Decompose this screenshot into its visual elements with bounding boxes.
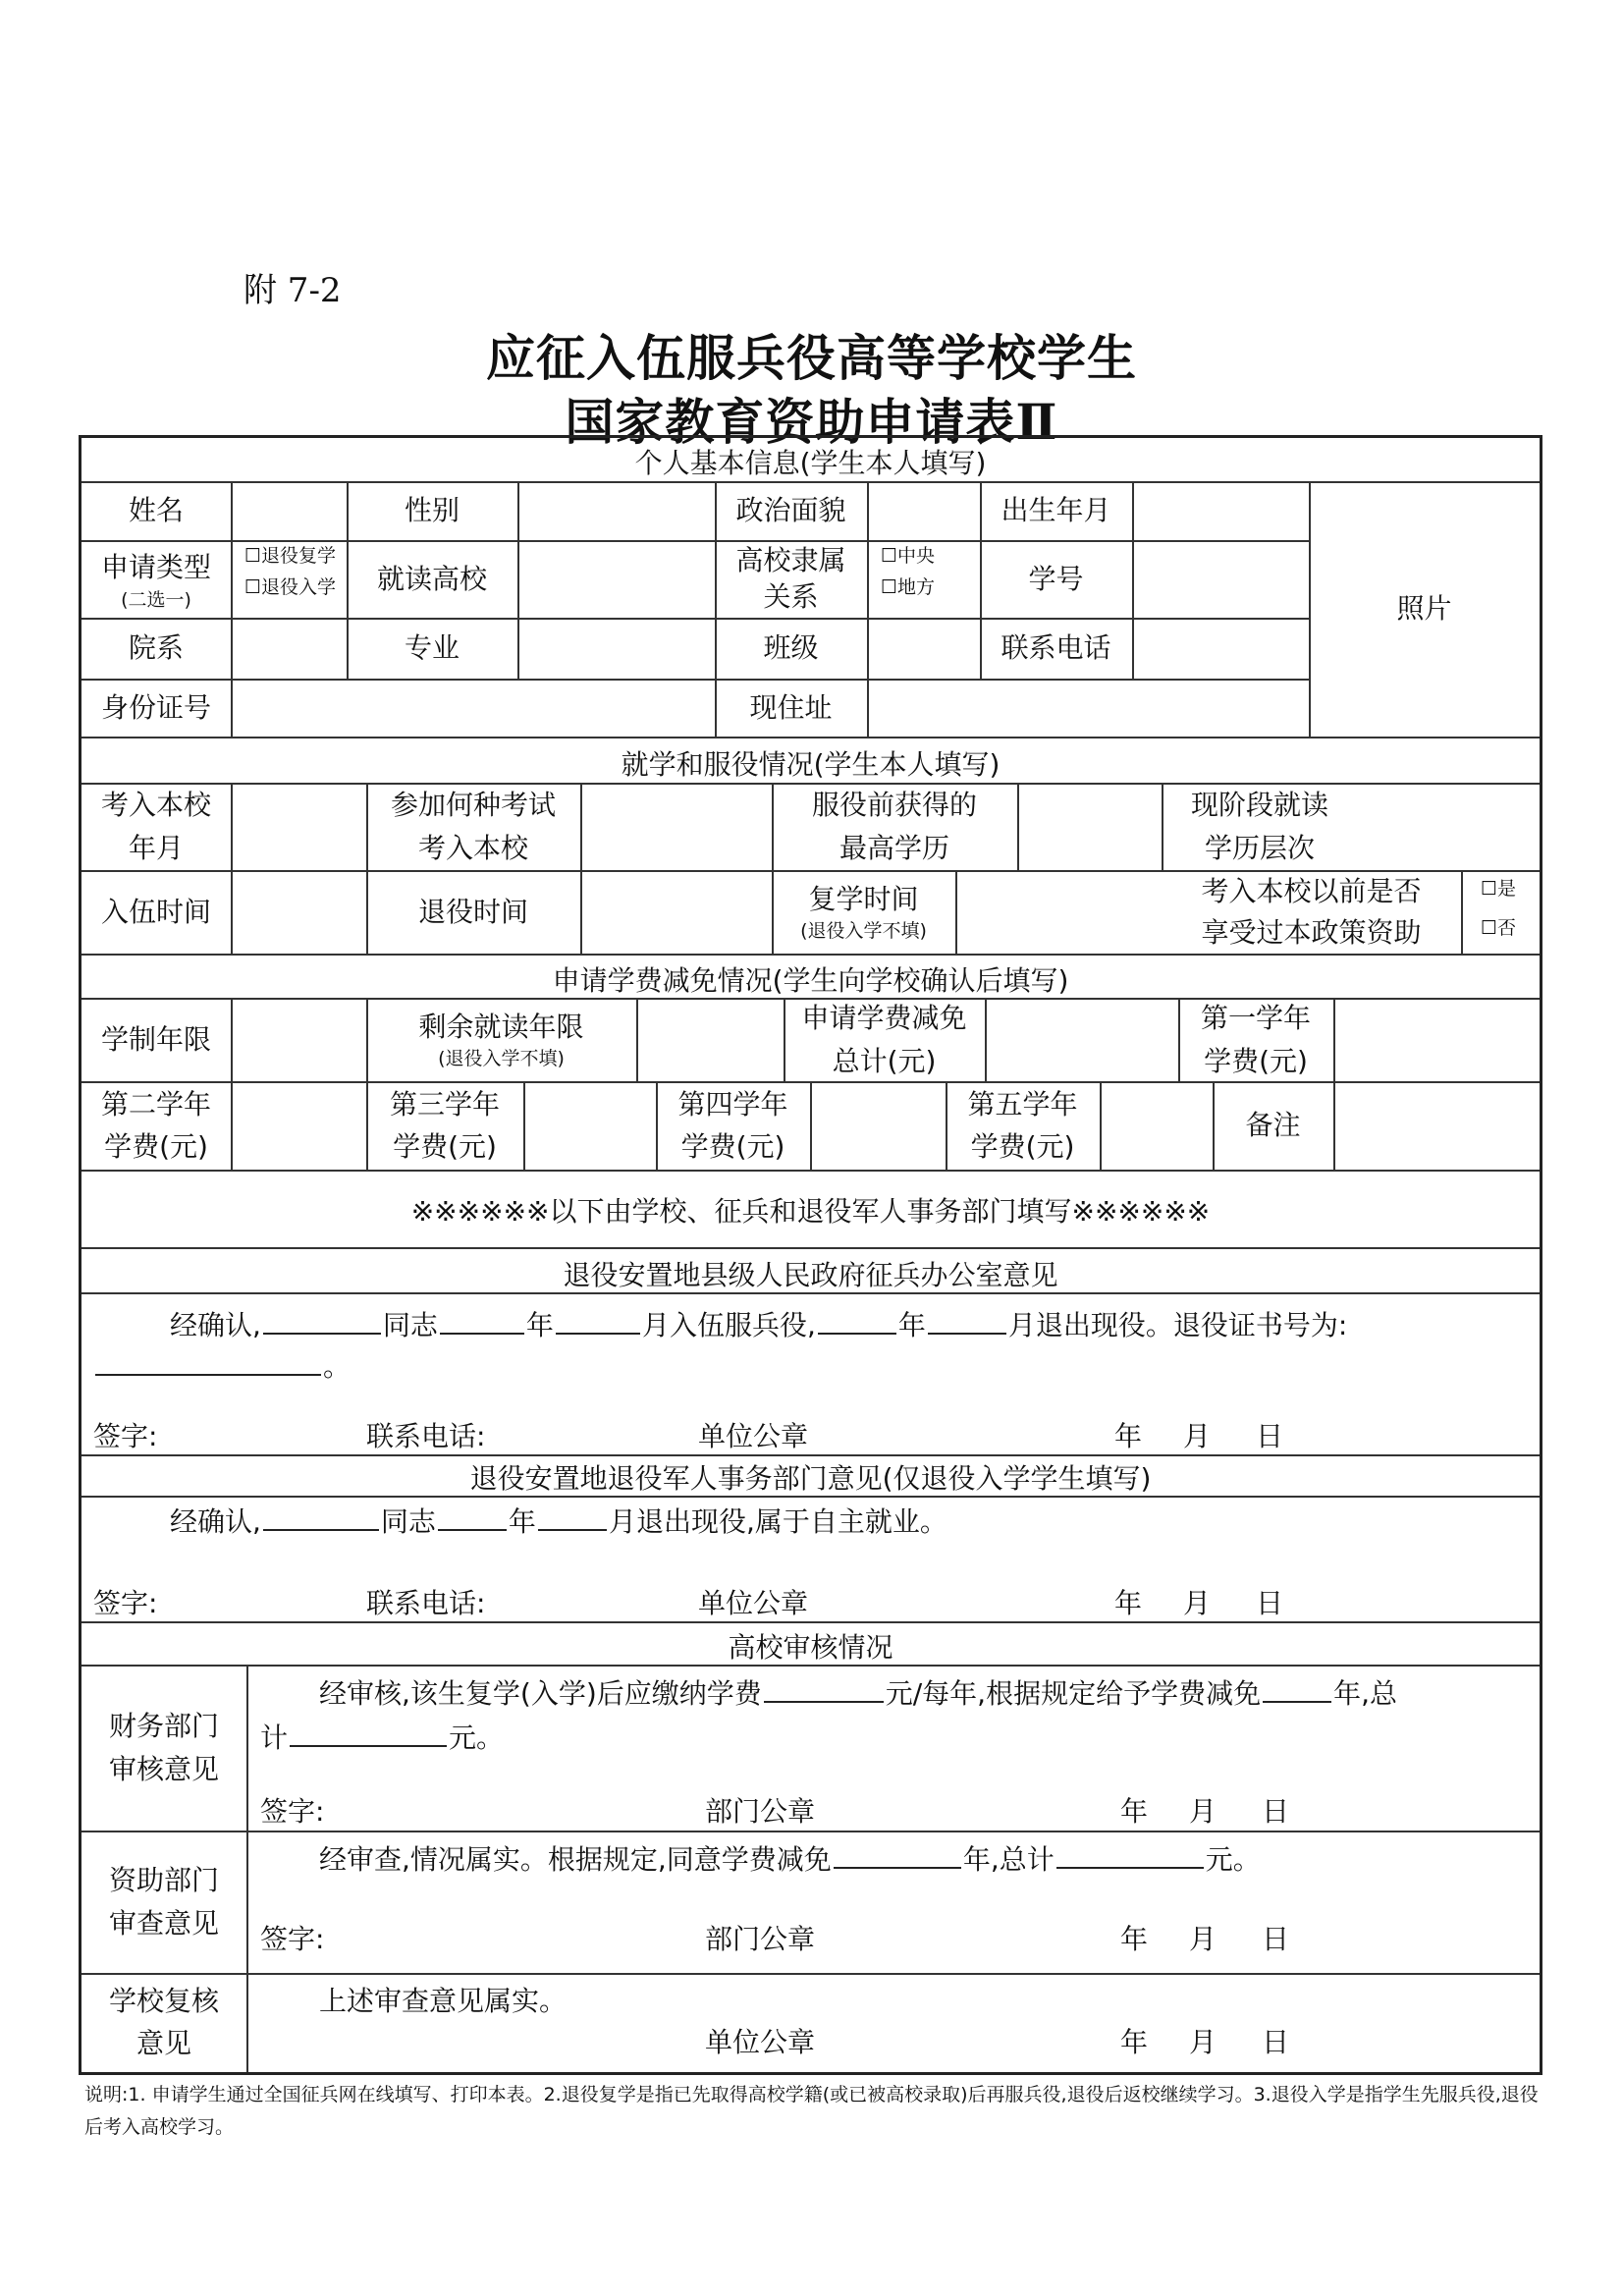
section-veterans-affairs: 退役安置地退役军人事务部门意见(仅退役入学学生填写) — [469, 1462, 1152, 1495]
s4-day: 日 — [1256, 1420, 1284, 1452]
label-remaining-years — [366, 998, 636, 1081]
s5-day: 日 — [1256, 1587, 1284, 1619]
s5-seal-label: 单位公章 — [698, 1587, 809, 1619]
label-highest-education-2: 最高学历 — [839, 831, 949, 864]
s5-phone-label: 联系电话: — [366, 1587, 486, 1619]
s4-text-2: 同志 — [382, 1309, 438, 1341]
label-program-length: 学制年限 — [100, 1022, 211, 1056]
label-birth-date: 出生年月 — [1001, 494, 1111, 527]
blank-s5-name[interactable] — [263, 1502, 379, 1531]
school-day: 日 — [1262, 2026, 1290, 2058]
label-enroll-date-2: 年月 — [128, 831, 184, 864]
fin-text-1: 经审核,该生复学(入学)后应缴纳学费 — [319, 1677, 762, 1710]
fin-seal-label: 部门公章 — [705, 1795, 816, 1828]
blank-name[interactable] — [263, 1305, 381, 1335]
section-university-review: 高校审核情况 — [728, 1631, 893, 1664]
blank-enlist-year[interactable] — [440, 1305, 524, 1335]
blank-total-amount[interactable] — [290, 1718, 447, 1747]
label-year5-fee-2: 学费(元) — [970, 1130, 1075, 1163]
blank-annual-fee[interactable] — [764, 1673, 884, 1703]
field-gender[interactable] — [517, 481, 715, 540]
label-year3-fee-1: 第三学年 — [389, 1087, 500, 1121]
fin-day: 日 — [1262, 1795, 1290, 1828]
s4-text-4: 月入伍服兵役, — [641, 1309, 816, 1341]
aid-day: 日 — [1262, 1923, 1290, 1955]
aid-seal-label: 部门公章 — [705, 1923, 816, 1955]
form-notes: 说明:1. 申请学生通过全国征兵网在线填写、打印本表。2.退役复学是指已先取得高校学籍(或已被高校录取)后再服兵役,退役后返校继续学习。3.退役入学是指学生先服兵役,退役后考入高校学习。 — [84, 2084, 1539, 2139]
fin-month: 月 — [1189, 1795, 1217, 1828]
field-id-number[interactable] — [231, 679, 715, 737]
finance-statement-line2 — [260, 1717, 504, 1756]
aid-year: 年 — [1120, 1923, 1149, 1955]
s4-year: 年 — [1114, 1420, 1143, 1452]
field-name[interactable] — [231, 481, 347, 540]
s4-seal-label: 单位公章 — [698, 1420, 809, 1452]
label-application-type — [81, 540, 231, 618]
fin-year: 年 — [1120, 1795, 1149, 1828]
finance-statement-line1 — [319, 1672, 1397, 1712]
field-phone[interactable] — [1132, 618, 1309, 679]
s4-signature-label: 签字: — [93, 1420, 158, 1452]
label-affiliation-2: 关系 — [763, 579, 819, 613]
recruitment-office-statement — [170, 1304, 1347, 1343]
section-recruitment-office: 退役安置地县级人民政府征兵办公室意见 — [563, 1259, 1058, 1291]
label-year5-fee-1: 第五学年 — [967, 1087, 1078, 1121]
s4-text-7: 。 — [323, 1350, 352, 1383]
s5-text-3: 年 — [508, 1505, 536, 1538]
field-university[interactable] — [517, 540, 715, 618]
field-political-status[interactable] — [867, 481, 980, 540]
label-remaining-years-2: (退役入学不填) — [438, 1047, 565, 1069]
label-phone: 联系电话 — [1001, 631, 1111, 665]
field-birth-date[interactable] — [1132, 481, 1309, 540]
divider-official-use: ※※※※※※以下由学校、征兵和退役军人事务部门填写※※※※※※ — [410, 1195, 1211, 1228]
fin-text-3: 年,总 — [1333, 1677, 1397, 1710]
label-major: 专业 — [404, 631, 460, 665]
attachment-label: 附 7-2 — [243, 271, 342, 310]
form-title-line1: 应征入伍服兵役高等学校学生 — [486, 329, 1137, 387]
aid-text-2: 年,总计 — [962, 1843, 1055, 1876]
s4-text-1: 经确认, — [170, 1309, 261, 1341]
label-year4-fee — [656, 1081, 810, 1170]
blank-s5-year[interactable] — [438, 1502, 507, 1531]
label-id-number: 身份证号 — [100, 690, 211, 724]
label-aid-1: 资助部门 — [108, 1864, 219, 1897]
label-department: 院系 — [128, 631, 184, 665]
s4-text-6: 月退出现役。退役证书号为: — [1007, 1309, 1348, 1341]
s5-signature-label: 签字: — [93, 1587, 158, 1619]
label-prior-aid-1: 考入本校以前是否 — [1201, 874, 1422, 907]
label-year4-fee-1: 第四学年 — [677, 1087, 788, 1121]
label-name: 姓名 — [128, 494, 184, 527]
label-finance-1: 财务部门 — [108, 1710, 219, 1743]
section-tuition-waiver: 申请学费减免情况(学生向学校确认后填写) — [552, 964, 1069, 997]
s5-month: 月 — [1183, 1587, 1212, 1619]
label-remarks: 备注 — [1245, 1109, 1301, 1142]
school-year: 年 — [1120, 2026, 1149, 2058]
checkbox-retire-enroll[interactable]: ☐退役入学 — [244, 576, 337, 599]
label-aid-dept — [81, 1831, 246, 1973]
fin-text-2: 元/每年,根据规定给予学费减免 — [885, 1677, 1262, 1710]
section-study-service: 就学和服役情况(学生本人填写) — [621, 748, 1001, 781]
label-prior-aid — [1162, 870, 1461, 954]
checkbox-yes[interactable]: ☐是 — [1481, 878, 1517, 900]
label-waiver-total — [784, 998, 985, 1081]
affiliation-options — [881, 540, 980, 618]
certificate-number-line — [93, 1345, 351, 1385]
label-affiliation — [715, 540, 867, 618]
blank-retire-year[interactable] — [818, 1305, 896, 1335]
label-year2-fee — [81, 1081, 231, 1170]
label-prior-aid-2: 享受过本政策资助 — [1201, 915, 1422, 949]
blank-enlist-month[interactable] — [556, 1305, 640, 1335]
fin-text-5: 元。 — [449, 1722, 505, 1754]
school-month: 月 — [1189, 2026, 1217, 2058]
section-personal-info: 个人基本信息(学生本人填写) — [634, 447, 987, 479]
label-enroll-date — [81, 783, 231, 870]
blank-aid-years[interactable] — [834, 1839, 961, 1869]
label-current-level-2: 学历层次 — [1204, 831, 1315, 864]
s4-text-3: 年 — [525, 1309, 554, 1341]
label-exam-type — [366, 783, 580, 870]
blank-aid-total[interactable] — [1056, 1839, 1204, 1869]
label-remaining-years-1: 剩余就读年限 — [418, 1010, 584, 1043]
label-year5-fee — [946, 1081, 1100, 1170]
photo-box: 照片 — [1396, 592, 1452, 626]
checkbox-local[interactable]: ☐地方 — [881, 576, 936, 599]
aid-signature-label: 签字: — [260, 1923, 325, 1955]
label-university: 就读高校 — [376, 562, 487, 595]
veterans-affairs-statement — [170, 1501, 947, 1540]
label-highest-education-1: 服役前获得的 — [811, 789, 977, 822]
label-finance-2: 审核意见 — [108, 1752, 219, 1785]
label-exam-type-1: 参加何种考试 — [390, 789, 556, 822]
label-school-review — [81, 1973, 246, 2071]
label-waiver-total-1: 申请学费减免 — [801, 1002, 967, 1035]
label-resume-date — [772, 870, 955, 954]
aid-text-3: 元。 — [1205, 1843, 1261, 1876]
label-year1-fee-2: 学费(元) — [1204, 1044, 1308, 1077]
school-statement: 上述审查意见属实。 — [319, 1985, 568, 2017]
label-political-status: 政治面貌 — [735, 494, 846, 527]
s4-text-5: 年 — [897, 1309, 926, 1341]
application-type-options — [244, 540, 347, 618]
s5-text-1: 经确认, — [170, 1505, 261, 1538]
label-address: 现住址 — [749, 690, 833, 724]
aid-statement — [319, 1838, 1261, 1878]
s5-year: 年 — [1114, 1587, 1143, 1619]
label-year1-fee-1: 第一学年 — [1200, 1002, 1311, 1035]
fin-signature-label: 签字: — [260, 1795, 325, 1828]
label-school-1: 学校复核 — [108, 1984, 219, 2017]
label-finance-dept — [81, 1665, 246, 1831]
field-address[interactable] — [867, 679, 1309, 737]
label-retire-date: 退役时间 — [417, 895, 528, 928]
blank-s5-month[interactable] — [538, 1502, 607, 1531]
label-gender: 性别 — [404, 494, 460, 527]
label-year2-fee-2: 学费(元) — [104, 1130, 208, 1163]
label-current-level-1: 现阶段就读 — [1190, 789, 1328, 822]
label-affiliation-1: 高校隶属 — [735, 544, 846, 577]
label-application-type-text: 申请类型 — [100, 551, 211, 584]
checkbox-no[interactable]: ☐否 — [1481, 916, 1517, 939]
field-major[interactable] — [517, 618, 715, 679]
checkbox-retire-resume[interactable]: ☐退役复学 — [244, 545, 337, 567]
blank-retire-month[interactable] — [928, 1305, 1006, 1335]
aid-month: 月 — [1189, 1923, 1217, 1955]
s5-text-2: 同志 — [380, 1505, 436, 1538]
label-resume-date-1: 复学时间 — [808, 882, 919, 915]
label-year4-fee-2: 学费(元) — [680, 1130, 785, 1163]
label-current-level — [1162, 783, 1358, 870]
label-school-2: 意见 — [135, 2027, 191, 2059]
label-enroll-date-1: 考入本校 — [100, 789, 211, 822]
label-resume-date-2: (退役入学不填) — [800, 919, 927, 942]
s5-text-4: 月退出现役,属于自主就业。 — [608, 1505, 947, 1538]
label-year3-fee — [366, 1081, 523, 1170]
field-class[interactable] — [867, 618, 980, 679]
field-student-id[interactable] — [1132, 540, 1309, 618]
fin-text-4: 计 — [260, 1722, 289, 1754]
label-class: 班级 — [763, 631, 819, 665]
blank-certificate-number[interactable] — [95, 1346, 321, 1376]
s4-phone-label: 联系电话: — [366, 1420, 486, 1452]
label-choose-one: (二选一) — [121, 588, 191, 611]
aid-text-1: 经审查,情况属实。根据规定,同意学费减免 — [319, 1843, 832, 1876]
checkbox-central[interactable]: ☐中央 — [881, 545, 936, 567]
school-seal-label: 单位公章 — [705, 2026, 816, 2058]
application-form — [79, 435, 1542, 2075]
field-department[interactable] — [231, 618, 347, 679]
s4-month: 月 — [1183, 1420, 1212, 1452]
label-student-id: 学号 — [1028, 562, 1084, 595]
label-highest-education — [772, 783, 1017, 870]
label-year3-fee-2: 学费(元) — [393, 1130, 497, 1163]
label-year1-fee — [1178, 998, 1333, 1081]
blank-waiver-years[interactable] — [1263, 1673, 1331, 1703]
label-waiver-total-2: 总计(元) — [832, 1044, 937, 1077]
label-exam-type-2: 考入本校 — [417, 831, 528, 864]
label-enlist-date: 入伍时间 — [100, 895, 211, 928]
label-year2-fee-1: 第二学年 — [100, 1087, 211, 1121]
label-aid-2: 审查意见 — [108, 1906, 219, 1940]
prior-aid-options — [1481, 870, 1540, 954]
form-title-line2: 国家教育资助申请表Ⅱ — [565, 393, 1058, 451]
